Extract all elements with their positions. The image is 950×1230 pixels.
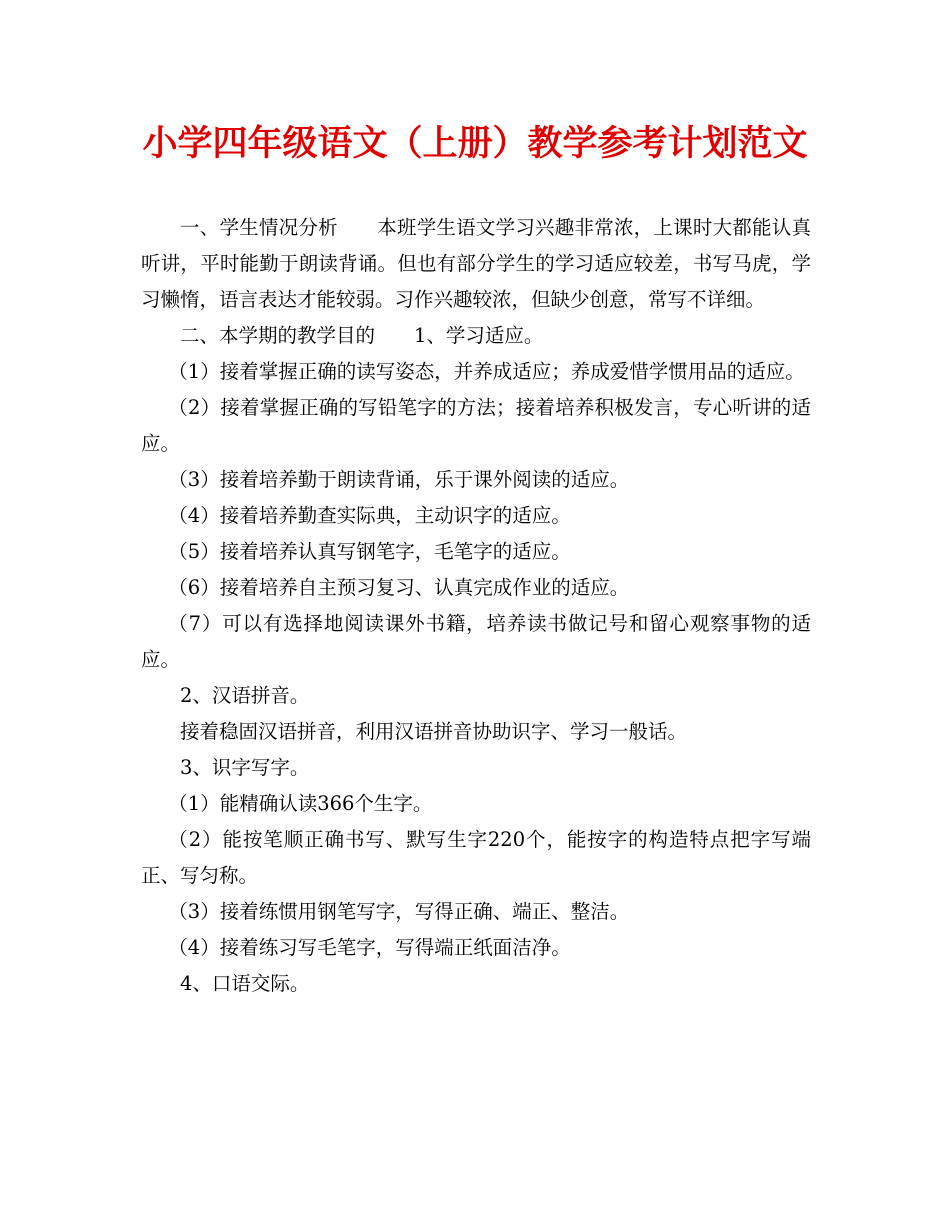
paragraph-item: （2）接着掌握正确的写铅笔字的方法；接着培养积极发言，专心听讲的适应。 (141, 396, 811, 455)
paragraph-item: （2）能按笔顺正确书写、默写生字220个，能按字的构造特点把字写端正、写匀称。 (141, 828, 811, 887)
paragraph-student-analysis: 一、学生情况分析 本班学生语文学习兴趣非常浓，上课时大都能认真听讲，平时能勤于朗读背诵。但也有部分学生的学习适应较差，书写马虎，学习懒惰，语言表达才能较弱。习作兴趣较浓，但缺少创意，常写不详细。 (141, 216, 811, 311)
paragraph-section-heading: 2、汉语拼音。 (180, 684, 310, 707)
paragraph-item: （7）可以有选择地阅读课外书籍，培养读书做记号和留心观察事物的适应。 (141, 612, 811, 671)
paragraph-item: （3）接着培养勤于朗读背诵，乐于课外阅读的适应。 (168, 468, 630, 491)
paragraph-item: （4）接着培养勤查实际典，主动识字的适应。 (168, 504, 571, 527)
document-title: 小学四年级语文（上册）教学参考计划范文 (142, 124, 808, 164)
paragraph-item: （1）能精确认读366个生字。 (168, 792, 433, 815)
paragraph-item: （5）接着培养认真写钢笔字，毛笔字的适应。 (168, 540, 571, 563)
paragraph-section-heading: 3、识字写字。 (180, 756, 310, 779)
paragraph-section-heading: 4、口语交际。 (180, 972, 310, 995)
paragraph-item: （3）接着练惯用钢笔写字，写得正确、端正、整洁。 (168, 900, 630, 923)
paragraph-text: 接着稳固汉语拼音，利用汉语拼音协助识字、学习一般话。 (180, 720, 688, 743)
paragraph-item: （4）接着练习写毛笔字，写得端正纸面洁净。 (168, 936, 571, 959)
paragraph-teaching-goals: 二、本学期的教学目的 1、学习适应。 (180, 324, 544, 347)
paragraph-item: （6）接着培养自主预习复习、认真完成作业的适应。 (168, 576, 630, 599)
document-body (141, 210, 811, 1002)
paragraph-item: （1）接着掌握正确的读写姿态，并养成适应；养成爱惜学惯用品的适应。 (168, 360, 805, 383)
